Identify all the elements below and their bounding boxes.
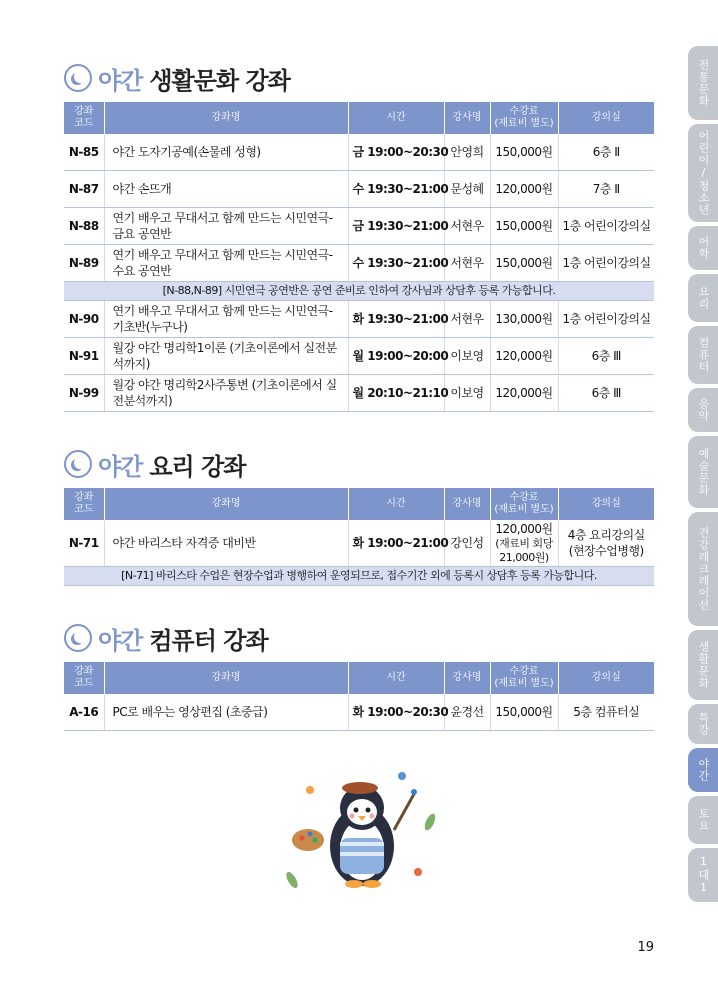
section-life-culture — [64, 60, 654, 412]
table-header — [64, 662, 654, 694]
course-name: 야간 바리스타 자격증 대비반 — [104, 520, 348, 567]
course-time: 수 19:30~21:00 — [348, 171, 444, 208]
side-tab-night[interactable]: 야간 — [688, 748, 718, 792]
title-main: 컴퓨터 강좌 — [149, 626, 268, 655]
course-room: 1층 어린이강의실 — [558, 245, 654, 282]
header-teacher: 강사명 — [444, 102, 490, 134]
title-accent: 야간 — [98, 452, 143, 481]
side-tab-saturday[interactable]: 토요 — [688, 796, 718, 844]
header-code: 강좌 코드 — [64, 102, 104, 134]
course-name: 야간 도자기공예(손물레 성형) — [104, 134, 348, 171]
header-room: 강의실 — [558, 662, 654, 694]
course-teacher: 강인성 — [444, 520, 490, 567]
course-code: N-90 — [64, 301, 104, 338]
course-room: 6층 Ⅲ — [558, 338, 654, 375]
table-row — [64, 171, 654, 208]
course-code: N-89 — [64, 245, 104, 282]
course-time: 화 19:00~20:30 — [348, 694, 444, 731]
side-tab-lifestyle[interactable]: 생활문화 — [688, 630, 718, 700]
course-code: N-99 — [64, 375, 104, 412]
course-teacher: 서현우 — [444, 301, 490, 338]
table-row — [64, 338, 654, 375]
course-code: N-71 — [64, 520, 104, 567]
moon-icon — [64, 624, 92, 652]
header-fee: 수강료 (재료비 별도) — [490, 488, 558, 520]
course-fee: 120,000원 — [490, 338, 558, 375]
note-text: [N-71] 바리스타 수업은 현장수업과 병행하여 운영되므로, 접수기간 외에 등록시 상담후 등록 가능합니다. — [64, 567, 654, 586]
side-tab-special[interactable]: 특강 — [688, 704, 718, 744]
course-code: N-91 — [64, 338, 104, 375]
course-teacher: 윤경선 — [444, 694, 490, 731]
table-note — [64, 282, 654, 301]
side-tab-traditional[interactable]: 전통문화 — [688, 46, 718, 120]
course-time: 화 19:00~21:00 — [348, 520, 444, 567]
penguin-painter-illustration — [282, 768, 442, 898]
course-name: 월강 야간 명리학1이론 (기초이론에서 실전분석까지) — [104, 338, 348, 375]
table-note — [64, 567, 654, 586]
header-teacher: 강사명 — [444, 662, 490, 694]
course-name: 연기 배우고 무대서고 함께 만드는 시민연극-기초반(누구나) — [104, 301, 348, 338]
moon-icon — [64, 450, 92, 478]
course-fee: 120,000원 — [490, 171, 558, 208]
table-header — [64, 102, 654, 134]
header-code: 강좌 코드 — [64, 662, 104, 694]
title-main: 요리 강좌 — [149, 452, 246, 481]
header-code: 강좌 코드 — [64, 488, 104, 520]
course-teacher: 서현우 — [444, 245, 490, 282]
title-accent: 야간 — [98, 626, 143, 655]
header-fee: 수강료 (재료비 별도) — [490, 102, 558, 134]
course-time: 화 19:30~21:00 — [348, 301, 444, 338]
title-accent: 야간 — [98, 66, 143, 95]
header-time: 시간 — [348, 102, 444, 134]
course-teacher: 서현우 — [444, 208, 490, 245]
table-row — [64, 301, 654, 338]
course-time: 월 20:10~21:10 — [348, 375, 444, 412]
title-main: 생활문화 강좌 — [149, 66, 290, 95]
course-teacher: 문성혜 — [444, 171, 490, 208]
course-fee: 150,000원 — [490, 208, 558, 245]
course-name: PC로 배우는 영상편집 (초중급) — [104, 694, 348, 731]
note-text: [N-88,N-89] 시민연극 공연반은 공연 준비로 인하여 강사님과 상담후 등록 가능합니다. — [64, 282, 654, 301]
course-fee: 150,000원 — [490, 134, 558, 171]
course-teacher: 이보영 — [444, 338, 490, 375]
side-tab-health[interactable]: 건강레크레이션 — [688, 512, 718, 626]
course-time: 금 19:30~21:00 — [348, 208, 444, 245]
side-tab-music[interactable]: 음악 — [688, 388, 718, 432]
header-room: 강의실 — [558, 102, 654, 134]
course-fee: 150,000원 — [490, 245, 558, 282]
side-tab-arts[interactable]: 예술문화 — [688, 436, 718, 508]
table-row — [64, 375, 654, 412]
table-row — [64, 694, 654, 731]
side-tab-computer[interactable]: 컴퓨터 — [688, 326, 718, 384]
course-teacher: 이보영 — [444, 375, 490, 412]
header-name: 강좌명 — [104, 662, 348, 694]
course-table — [64, 488, 654, 586]
course-room: 6층 Ⅱ — [558, 134, 654, 171]
course-teacher: 안영희 — [444, 134, 490, 171]
course-name: 월강 야간 명리학2사주통변 (기초이론에서 실전분석까지) — [104, 375, 348, 412]
course-room: 5층 컴퓨터실 — [558, 694, 654, 731]
side-tab-one-on-one[interactable]: 1대1 — [688, 848, 718, 902]
header-time: 시간 — [348, 488, 444, 520]
course-code: N-87 — [64, 171, 104, 208]
course-fee: 120,000원 (재료비 회당 21,000원) — [490, 520, 558, 567]
table-row — [64, 134, 654, 171]
course-name: 연기 배우고 무대서고 함께 만드는 시민연극-수요 공연반 — [104, 245, 348, 282]
table-row — [64, 245, 654, 282]
course-fee: 120,000원 — [490, 375, 558, 412]
course-time: 금 19:00~20:30 — [348, 134, 444, 171]
side-tab-kids[interactable]: 어린이/청소년 — [688, 124, 718, 222]
course-code: N-88 — [64, 208, 104, 245]
course-room: 7층 Ⅱ — [558, 171, 654, 208]
course-code: A-16 — [64, 694, 104, 731]
section-computer — [64, 620, 654, 731]
header-fee: 수강료 (재료비 별도) — [490, 662, 558, 694]
section-title — [64, 620, 654, 656]
course-fee: 150,000원 — [490, 694, 558, 731]
section-cooking — [64, 446, 654, 586]
section-title — [64, 60, 654, 96]
header-name: 강좌명 — [104, 102, 348, 134]
side-tab-cooking[interactable]: 요리 — [688, 274, 718, 322]
course-room: 4층 요리강의실 (현장수업병행) — [558, 520, 654, 567]
header-teacher: 강사명 — [444, 488, 490, 520]
table-row — [64, 520, 654, 567]
course-time: 수 19:30~21:00 — [348, 245, 444, 282]
moon-icon — [64, 64, 92, 92]
header-room: 강의실 — [558, 488, 654, 520]
header-name: 강좌명 — [104, 488, 348, 520]
course-code: N-85 — [64, 134, 104, 171]
course-table — [64, 662, 654, 731]
header-time: 시간 — [348, 662, 444, 694]
course-time: 월 19:00~20:00 — [348, 338, 444, 375]
course-table — [64, 102, 654, 412]
course-room: 1층 어린이강의실 — [558, 301, 654, 338]
section-title — [64, 446, 654, 482]
side-tab-language[interactable]: 어학 — [688, 226, 718, 270]
course-name: 연기 배우고 무대서고 함께 만드는 시민연극-금요 공연반 — [104, 208, 348, 245]
course-fee: 130,000원 — [490, 301, 558, 338]
table-row — [64, 208, 654, 245]
table-header — [64, 488, 654, 520]
page-number: 19 — [637, 940, 654, 955]
course-room: 1층 어린이강의실 — [558, 208, 654, 245]
course-name: 야간 손뜨개 — [104, 171, 348, 208]
course-room: 6층 Ⅲ — [558, 375, 654, 412]
